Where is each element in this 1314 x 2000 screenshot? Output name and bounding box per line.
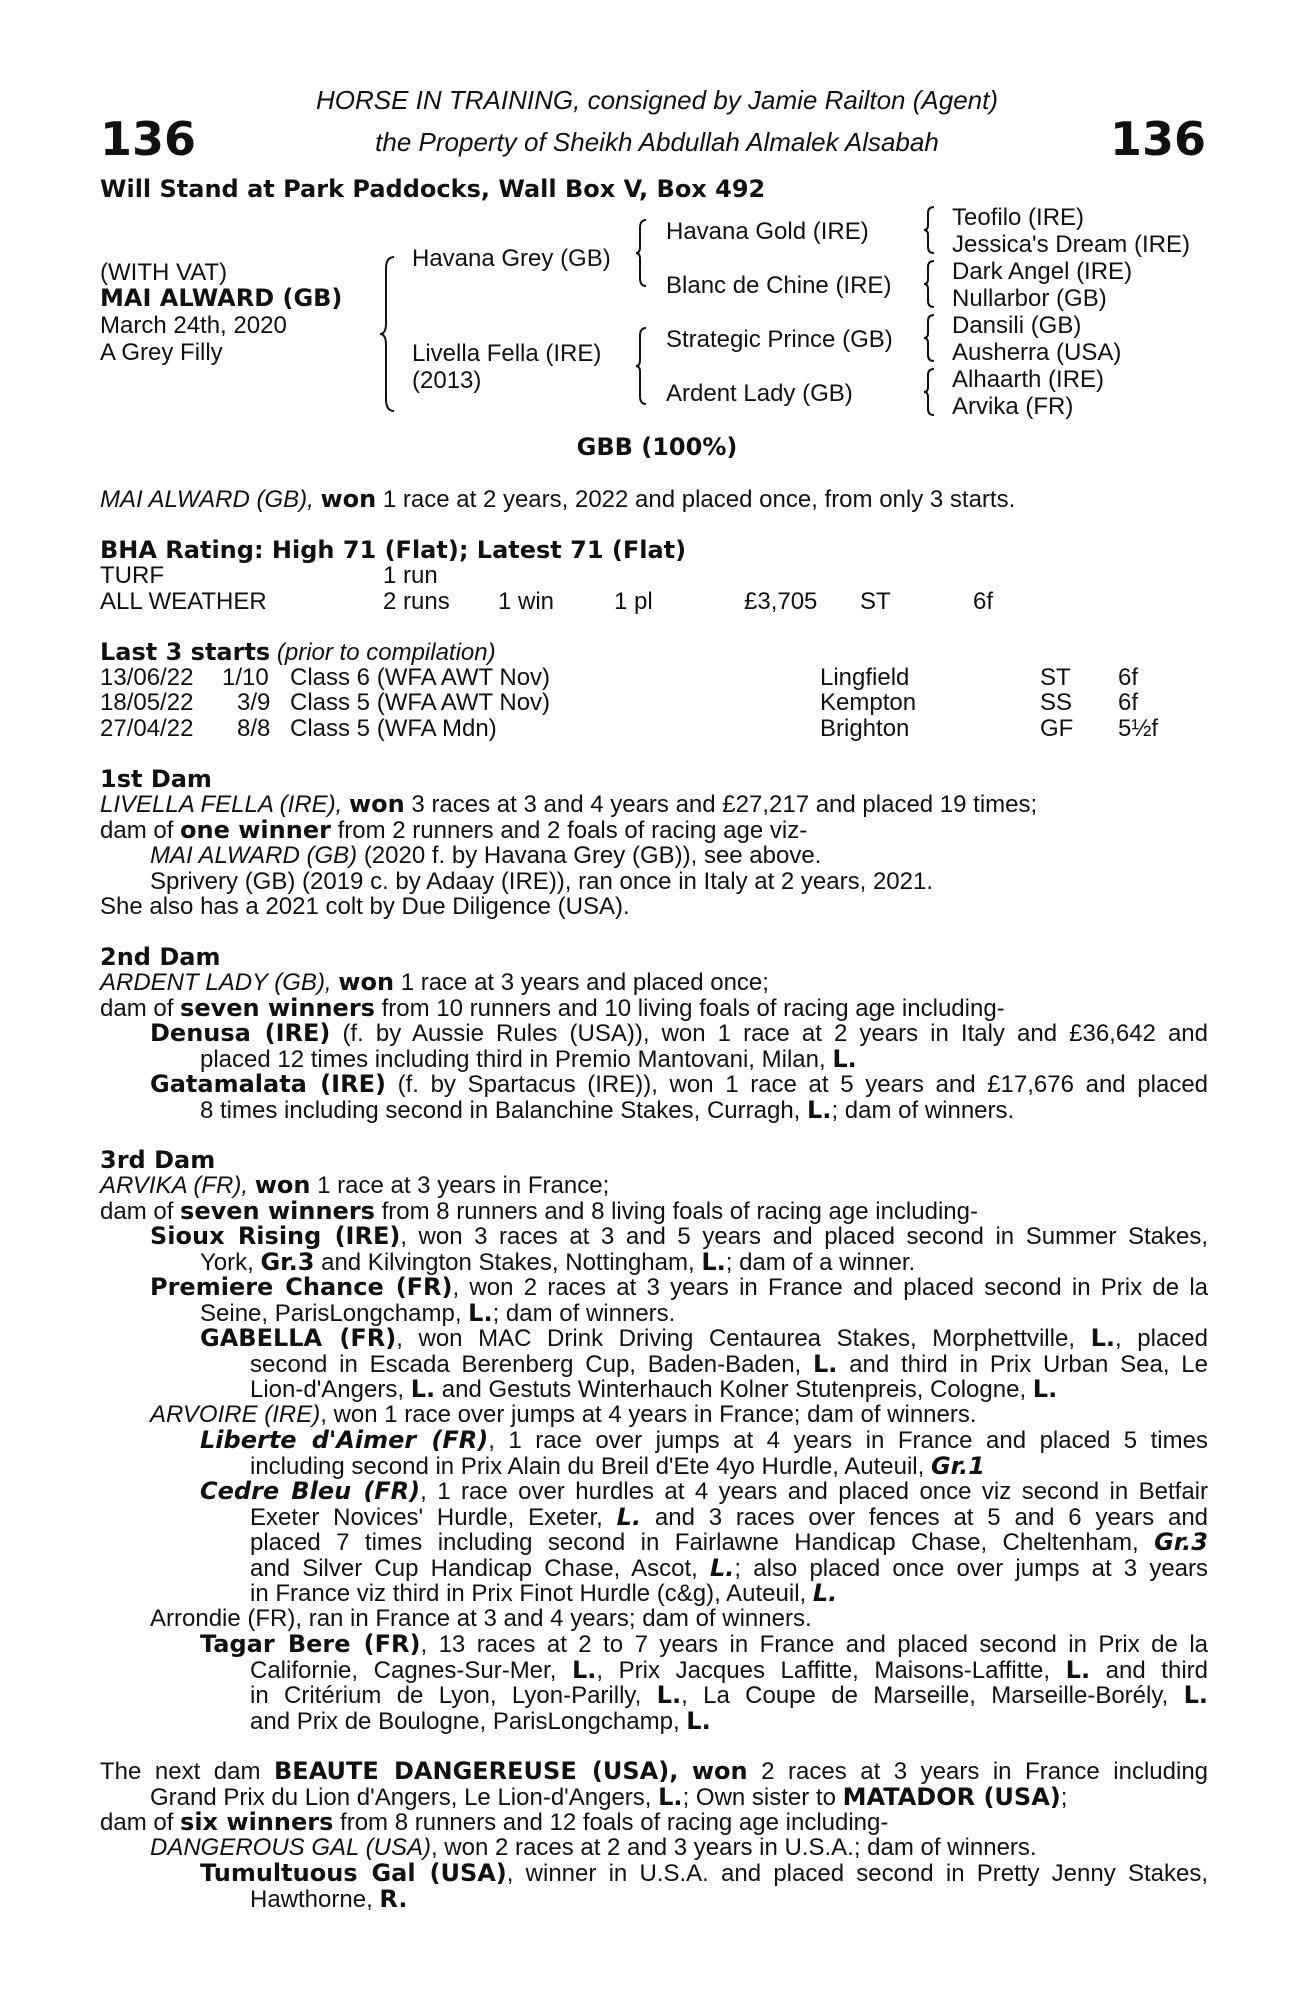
first-dam-heading: 1st Dam (100, 765, 212, 793)
lot-number-right: 136 (1109, 112, 1206, 166)
second-dam-heading: 2nd Dam (100, 943, 221, 971)
pedigree-dam-year: (2013) (412, 367, 482, 394)
pedigree-bracket-dam (634, 326, 648, 406)
pedigree-ddd: Arvika (FR) (952, 393, 1074, 420)
pedigree-dds: Alhaarth (IRE) (952, 366, 1105, 393)
rating-row-turf: TURF 1 run (100, 562, 438, 589)
pedigree-sdd: Nullarbor (GB) (952, 285, 1107, 312)
second-dam-line: ARDENT LADY (GB), won 1 race at 3 years and placed once; (100, 968, 769, 996)
pedigree-dam: Livella Fella (IRE) (412, 340, 602, 367)
pedigree-bracket-g3 (922, 313, 936, 363)
gbb-rating: GBB (100%) (576, 433, 738, 461)
pedigree-bracket-g2 (922, 259, 936, 309)
produce-tumultuous-gal: Tumultuous Gal (USA), winner in U.S.A. and placed second in Pretty Jenny Stakes, Hawthorne, R. (200, 1859, 1208, 1913)
pedigree-bracket-g1 (922, 205, 936, 255)
pedigree-sire-dam: Blanc de Chine (IRE) (666, 272, 892, 299)
produce-denusa: Denusa (IRE) (f. by Aussie Rules (USA)), won 1 race at 2 years in Italy and £36,642 and placed 12 times including third in Premio Mantovani, Milan, L. (150, 1019, 1208, 1073)
race-summary: MAI ALWARD (GB), won 1 race at 2 years, 2022 and placed once, from only 3 starts. (100, 485, 1016, 513)
pedigree-dsd: Ausherra (USA) (952, 339, 1122, 366)
first-dam-produce-line: dam of one winner from 2 runners and 2 foals of racing age viz- (100, 816, 808, 844)
first-dam-note: She also has a 2021 colt by Due Diligence (USA). (100, 893, 630, 920)
start-row: 13/06/22 1/10 Class 6 (WFA AWT Nov) Lingfield ST 6f (100, 664, 1139, 691)
start-row: 18/05/22 3/9 Class 5 (WFA AWT Nov) Kempton SS 6f (100, 689, 1139, 716)
start-row: 27/04/22 8/8 Class 5 (WFA Mdn) Brighton GF 5½f (100, 715, 1159, 742)
consignor-line: HORSE IN TRAINING, consigned by Jamie Railton (Agent) (315, 85, 999, 115)
produce-cedre-bleu: Cedre Bleu (FR), 1 race over hurdles at 4 years and placed once viz second in Betfair Exeter Novices' Hurdle, Exeter, L. and 3 races over fences at 5 and 6 years and placed 7 times including second in Fairlawne Handicap Chase, Cheltenham, Gr.3 and Silver Cup Handicap Chase, Ascot, L.; also placed once over jumps at 3 years in France viz third in Prix Finot Hurdle (c&g), Auteuil, L. (200, 1477, 1209, 1607)
horse-name: MAI ALWARD (GB) (100, 284, 343, 312)
bha-rating-heading: BHA Rating: High 71 (Flat); Latest 71 (Flat) (100, 536, 687, 564)
first-dam-foal-1: MAI ALWARD (GB) (2020 f. by Havana Grey (GB)), see above. (150, 842, 822, 869)
pedigree-bracket-sire (634, 218, 648, 288)
next-dam-entry: The next dam BEAUTE DANGEREUSE (USA), won 2 races at 3 years in France including Grand Prix du Lion d'Angers, Le Lion-d'Angers, L.; Own sister to MATADOR (USA); (100, 1757, 1209, 1811)
produce-arrondie: Arrondie (FR), ran in France at 3 and 4 years; dam of winners. (150, 1605, 812, 1632)
pedigree-dss: Dansili (GB) (952, 312, 1082, 339)
produce-dangerous-gal: DANGEROUS GAL (USA), won 2 races at 2 and 3 years in U.S.A.; dam of winners. (150, 1834, 1037, 1861)
property-line: the Property of Sheikh Abdullah Almalek Alsabah (375, 127, 939, 157)
produce-arvoire: ARVOIRE (IRE), won 1 race over jumps at 4 years in France; dam of winners. (150, 1401, 977, 1428)
produce-premiere-chance: Premiere Chance (FR), won 2 races at 3 years in France and placed second in Prix de la Seine, ParisLongchamp, L.; dam of winners. (150, 1273, 1209, 1327)
first-dam-foal-2: Sprivery (GB) (2019 c. by Adaay (IRE)), ran once in Italy at 2 years, 2021. (150, 868, 934, 895)
pedigree-dam-dam: Ardent Lady (GB) (666, 380, 853, 407)
rating-row-all-weather: ALL WEATHER 2 runs 1 win 1 pl £3,705 ST 6f (100, 588, 994, 615)
produce-gabella: GABELLA (FR), won MAC Drink Driving Centaurea Stakes, Morphettville, L., placed second in Escada Berenberg Cup, Baden-Baden, L. and third in Prix Urban Sea, Le Lion-d'Angers, L. and Gestuts Winterhauch Kolner Stutenpreis, Cologne, L. (200, 1324, 1209, 1403)
first-dam-line: LIVELLA FELLA (IRE), won 3 races at 3 and 4 years and £27,217 and placed 19 times; (100, 790, 1038, 818)
produce-liberte-daimer: Liberte d'Aimer (FR), 1 race over jumps at 4 years in France and placed 5 times including second in Prix Alain du Breil d'Ete 4yo Hurdle, Auteuil, Gr.1 (200, 1426, 1208, 1480)
third-dam-produce-line: dam of seven winners from 8 runners and 8 living foals of racing age including- (100, 1197, 978, 1225)
third-dam-line: ARVIKA (FR), won 1 race at 3 years in France; (100, 1171, 610, 1199)
pedigree-sire: Havana Grey (GB) (412, 245, 611, 272)
produce-tagar-bere: Tagar Bere (FR), 13 races at 2 to 7 years in France and placed second in Prix de la Californie, Cagnes-Sur-Mer, L., Prix Jacques Laffitte, Maisons-Laffitte, L. and third in Critérium de Lyon, Lyon-Parilly, L., La Coupe de Marseille, Marseille-Borély, L. and Prix de Boulogne, ParisLongchamp, L. (200, 1630, 1209, 1735)
pedigree-sds: Dark Angel (IRE) (952, 258, 1133, 285)
produce-gatamalata: Gatamalata (IRE) (f. by Spartacus (IRE)), won 1 race at 5 years and £17,676 and placed 8 times including second in Balanchine Stakes, Curragh, L.; dam of winners. (150, 1070, 1209, 1124)
next-dam-produce-line: dam of six winners from 8 runners and 12 foals of racing age including- (100, 1808, 889, 1836)
horse-dob: March 24th, 2020 (100, 312, 287, 339)
pedigree-dam-sire: Strategic Prince (GB) (666, 326, 893, 353)
pedigree-bracket-g4 (922, 367, 936, 417)
third-dam-heading: 3rd Dam (100, 1146, 216, 1174)
lot-number-left: 136 (100, 112, 197, 166)
pedigree-ssd: Jessica's Dream (IRE) (952, 231, 1190, 258)
pedigree-sss: Teofilo (IRE) (952, 204, 1085, 231)
produce-sioux-rising: Sioux Rising (IRE), won 3 races at 3 and 5 years and placed second in Summer Stakes, York, Gr.3 and Kilvington Stakes, Nottingham, L.; dam of a winner. (150, 1222, 1208, 1276)
vat-note: (WITH VAT) (100, 259, 228, 286)
horse-description: A Grey Filly (100, 339, 223, 366)
pedigree-sire-sire: Havana Gold (IRE) (666, 218, 869, 245)
last-starts-heading: Last 3 starts (prior to compilation) (100, 638, 496, 666)
second-dam-produce-line: dam of seven winners from 10 runners and 10 living foals of racing age including- (100, 994, 1005, 1022)
pedigree-bracket-main (378, 255, 398, 413)
stand-location: Will Stand at Park Paddocks, Wall Box V, Box 492 (100, 175, 766, 203)
